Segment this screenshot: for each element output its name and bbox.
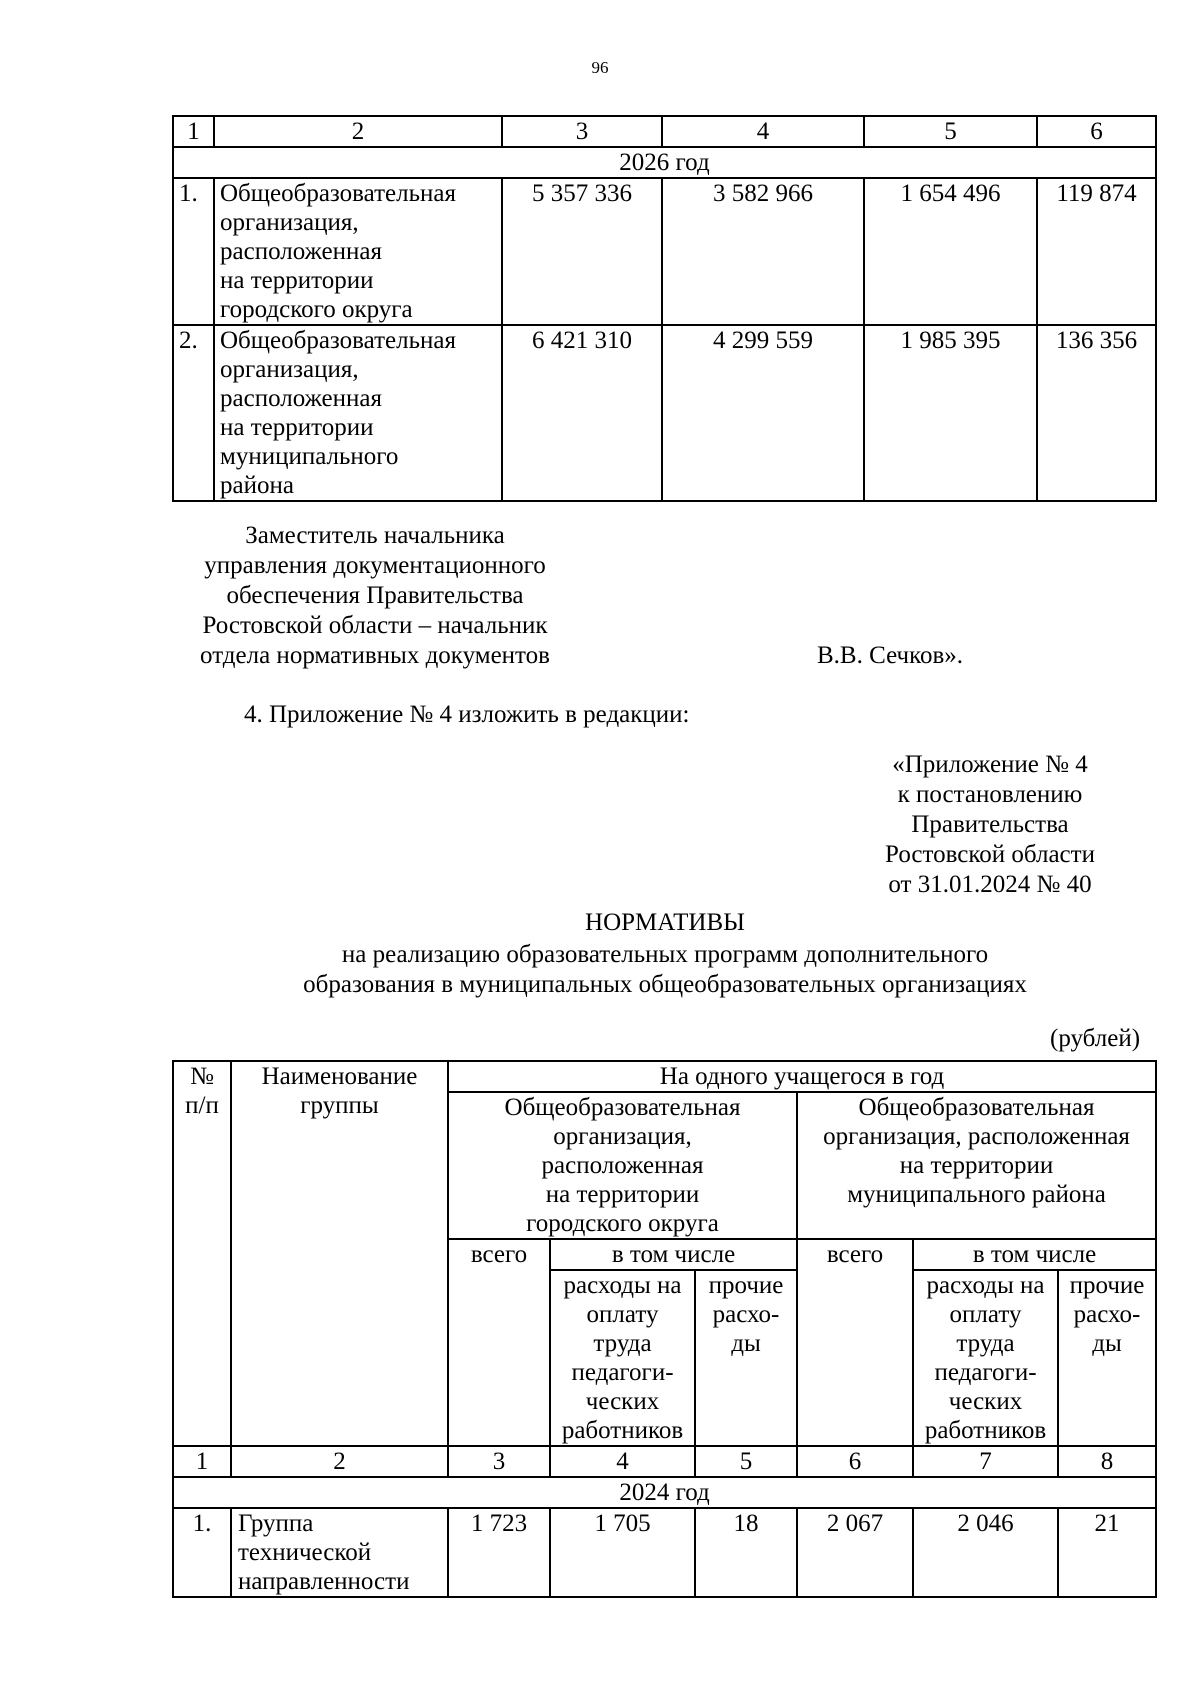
signer-title-line: Заместитель начальника <box>245 522 505 549</box>
cell-value: 1 723 <box>448 1508 550 1597</box>
document-subtitle: на реализацию образовательных программ дополнительного образования в муниципальных общеобразовательных организациях <box>303 941 1027 998</box>
salary-header: расходы на оплату труда педагоги- ческих работников <box>550 1270 695 1446</box>
row-number: 2. <box>173 325 214 501</box>
cell-value: 119 874 <box>1037 178 1156 325</box>
row-name: Общеобразовательная организация, расположенная на территории городского округа <box>214 178 502 325</box>
col-number-4: 4 <box>662 116 864 147</box>
district-group-header: Общеобразовательная организация, расположенная на территории муниципального района <box>797 1092 1156 1239</box>
col-name-header: Наименование группы <box>231 1061 448 1446</box>
col-number-6: 6 <box>1037 116 1156 147</box>
total-header: всего <box>797 1239 913 1446</box>
cell-value: 6 421 310 <box>502 325 662 501</box>
col-number: 8 <box>1058 1446 1156 1477</box>
signer-title-line: Ростовской области – начальник <box>202 612 548 639</box>
norms-table-2024 <box>172 1060 1157 1598</box>
signer-name: В.В. Сечков». <box>817 642 964 669</box>
table-row <box>173 1508 1156 1597</box>
cell-value: 136 356 <box>1037 325 1156 501</box>
year-row <box>173 147 1156 178</box>
cell-value: 21 <box>1058 1508 1156 1597</box>
header-row <box>173 1061 1156 1092</box>
cell-value: 1 705 <box>550 1508 695 1597</box>
row-name: Группа технической направленности <box>231 1508 448 1597</box>
cell-value: 5 357 336 <box>502 178 662 325</box>
including-header: в том числе <box>550 1239 797 1270</box>
signer-title-line: управления документационного <box>204 552 546 579</box>
cell-value: 1 985 395 <box>864 325 1037 501</box>
col-number: 3 <box>448 1446 550 1477</box>
year-row <box>173 1477 1156 1508</box>
appendix-line: Ростовской области <box>885 841 1095 868</box>
city-group-header: Общеобразовательная организация, расположенная на территории городского округа <box>448 1092 797 1239</box>
col-number-3: 3 <box>502 116 662 147</box>
other-header: прочие расхо- ды <box>695 1270 797 1446</box>
appendix-line: Правительства <box>911 811 1069 838</box>
signature-block <box>160 521 590 671</box>
paragraph-4: 4. Приложение № 4 изложить в редакции: <box>244 701 690 728</box>
table-row <box>173 178 1156 325</box>
document-title: НОРМАТИВЫ <box>585 909 745 936</box>
row-number: 1. <box>173 1508 231 1597</box>
appendix-line: «Приложение № 4 <box>892 751 1088 778</box>
cell-value: 2 046 <box>913 1508 1058 1597</box>
cell-value: 4 299 559 <box>662 325 864 501</box>
cell-value: 2 067 <box>797 1508 913 1597</box>
salary-header: расходы на оплату труда педагоги- ческих работников <box>913 1270 1058 1446</box>
total-header: всего <box>448 1239 550 1446</box>
col-number-1: 1 <box>173 116 214 147</box>
page-number: 96 <box>591 58 609 77</box>
col-number: 7 <box>913 1446 1058 1477</box>
col-number-5: 5 <box>864 116 1037 147</box>
cell-value: 3 582 966 <box>662 178 864 325</box>
signer-title-line: отдела нормативных документов <box>200 642 550 669</box>
signer-title-line: обеспечения Правительства <box>226 582 524 609</box>
cell-value: 1 654 496 <box>864 178 1037 325</box>
table-header-row <box>173 116 1156 147</box>
appendix-line: к постановлению <box>897 781 1083 808</box>
col-number: 1 <box>173 1446 231 1477</box>
table-row <box>173 325 1156 501</box>
row-name: Общеобразовательная организация, расположенная на территории муниципального района <box>214 325 502 501</box>
norms-table-2026 <box>172 115 1157 502</box>
col-number-2: 2 <box>214 116 502 147</box>
year-label: 2024 год <box>173 1477 1156 1508</box>
col-number: 2 <box>231 1446 448 1477</box>
col-num-header: № п/п <box>173 1061 231 1446</box>
col-number: 5 <box>695 1446 797 1477</box>
col-number: 6 <box>797 1446 913 1477</box>
row-number: 1. <box>173 178 214 325</box>
column-number-row <box>173 1446 1156 1477</box>
units-label: (рублей) <box>1050 1025 1141 1052</box>
appendix-header <box>840 750 1140 900</box>
cell-value: 18 <box>695 1508 797 1597</box>
other-header: прочие расхо- ды <box>1058 1270 1156 1446</box>
appendix-line: от 31.01.2024 № 40 <box>888 871 1092 898</box>
year-label: 2026 год <box>173 147 1156 178</box>
col-number: 4 <box>550 1446 695 1477</box>
including-header: в том числе <box>913 1239 1156 1270</box>
per-student-header: На одного учащегося в год <box>448 1061 1156 1092</box>
